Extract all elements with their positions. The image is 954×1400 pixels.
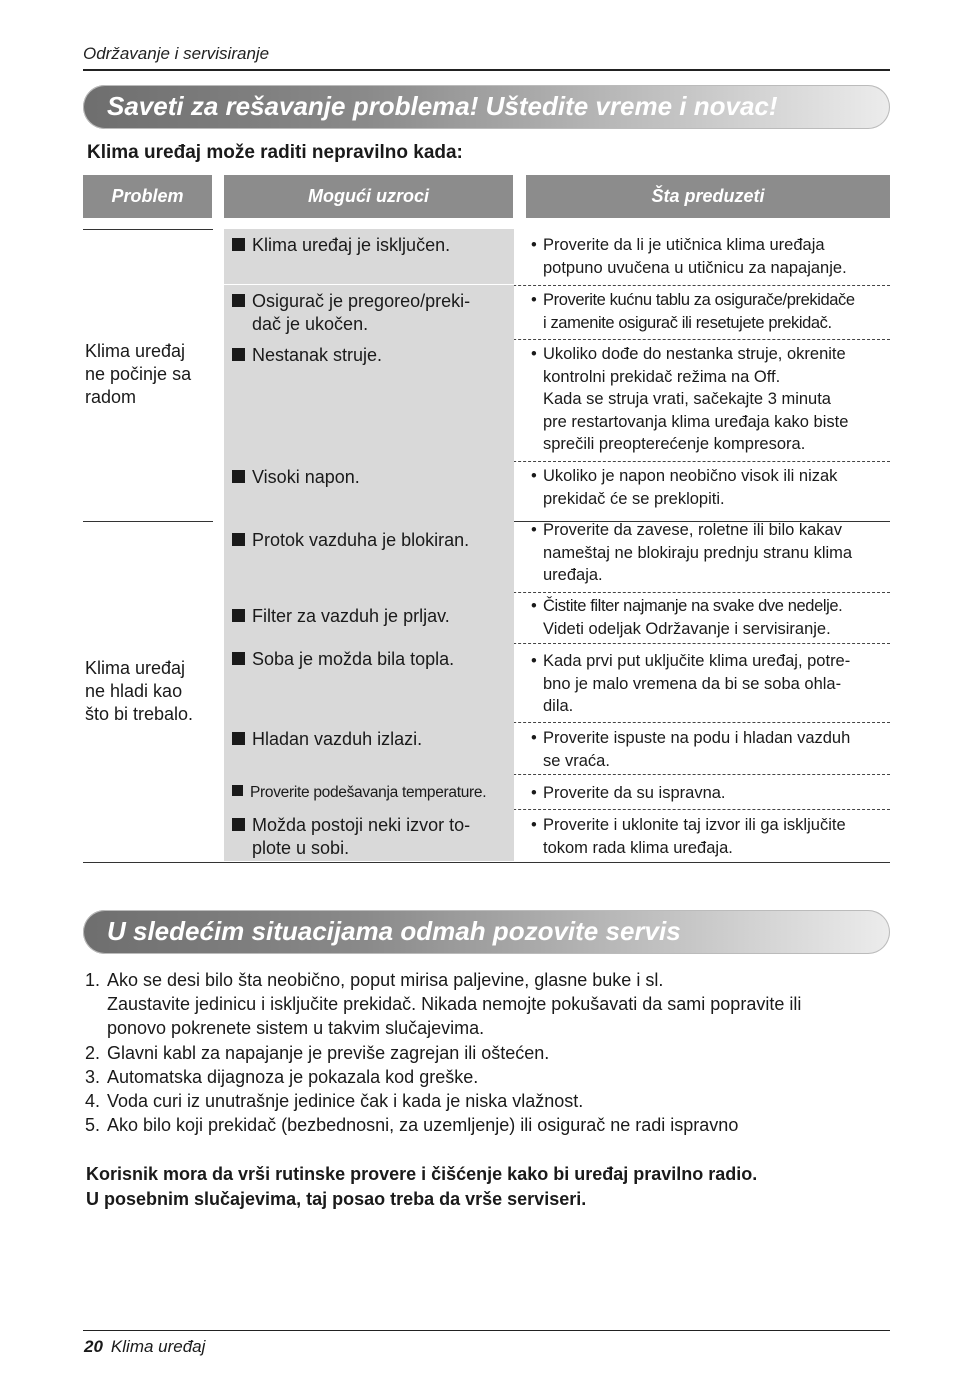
- action-line: Proverite da su ispravna.: [543, 784, 726, 802]
- problem-line: radom: [85, 387, 137, 407]
- cause-text: Filter za vazduh je prljav.: [252, 606, 450, 626]
- service-item-line: Ako bilo koji prekidač (bezbednosni, za uzemljenje) ili osigurač ne radi ispravno: [107, 1115, 739, 1136]
- service-item-number: 2.: [85, 1042, 101, 1063]
- note-line: Korisnik mora da vrši rutinske provere i čišćenje kako bi uređaj pravilno radio.: [86, 1164, 758, 1184]
- cause-text: dač je ukočen.: [252, 314, 369, 334]
- service-title: U sledećim situacijama odmah pozovite servis: [107, 916, 681, 946]
- table-intro: Klima uređaj može raditi nepravilno kada:: [87, 142, 463, 163]
- square-bullet-icon: [232, 238, 245, 251]
- service-item-line: Zaustavite jedinicu i isključite prekidač. Nikada nemojte pokušavati da sami popravite ili: [107, 994, 802, 1015]
- service-item-number: 4.: [85, 1091, 101, 1112]
- action-line: sprečili preopterećenje kompresora.: [543, 435, 806, 453]
- square-bullet-icon: [232, 294, 245, 307]
- action-line: Videti odeljak Održavanje i servisiranje.: [543, 619, 831, 638]
- cause-text: Visoki napon.: [252, 467, 360, 487]
- action-line: i zamenite osigurač ili resetujete prekidač.: [543, 313, 832, 332]
- square-bullet-icon: [232, 818, 245, 831]
- square-bullet-icon: [232, 609, 245, 622]
- action-cell: • Proverite da li je utičnica klima uređaja potpuno uvučena u utičnicu za napajanje.: [531, 234, 891, 279]
- square-bullet-icon: [232, 470, 245, 483]
- cause-cell: [224, 229, 514, 284]
- running-header: Održavanje i servisiranje: [83, 44, 270, 63]
- cause-text: Osigurač je pregoreo/preki-: [252, 291, 471, 311]
- action-line: Proverite i uklonite taj izvor ili ga isključite: [543, 816, 846, 834]
- action-line: Kada se struja vrati, sačekajte 3 minuta: [543, 390, 831, 408]
- service-item: [85, 1065, 895, 1089]
- problem-line: ne hladi kao: [85, 681, 183, 701]
- service-item-number: 3.: [85, 1066, 101, 1087]
- action-line: se vraća.: [543, 751, 610, 770]
- action-line: Čistite filter najmanje na svake dve nedelje.: [543, 597, 843, 615]
- action-line: dila.: [543, 697, 574, 715]
- column-header-problem: Problem: [83, 175, 212, 218]
- service-item: [85, 1089, 895, 1113]
- problem-no-start: [85, 340, 215, 409]
- service-item-number: 5.: [85, 1115, 101, 1136]
- cause-cell: [224, 643, 514, 722]
- service-item-line: Voda curi iz unutrašnje jedinice čak i kada je niska vlažnost.: [107, 1091, 584, 1112]
- page-number: 20: [84, 1337, 103, 1356]
- problem-line: što bi trebalo.: [85, 704, 194, 724]
- cause-text: Hladan vazduh izlazi.: [252, 729, 423, 749]
- service-item-line: ponovo pokrenete sistem u takvim slučajevima.: [107, 1018, 485, 1039]
- service-item: [85, 1041, 895, 1065]
- action-line: Proverite da zavese, roletne ili bilo kakav: [543, 521, 842, 539]
- action-line: Proverite ispuste na podu i hladan vazduh: [543, 729, 851, 747]
- service-item-line: Automatska dijagnoza je pokazala kod greške.: [107, 1066, 479, 1087]
- action-cell: • Proverite da zavese, roletne ili bilo kakav nameštaj ne blokiraju prednju stranu klima uređaja.: [531, 519, 891, 587]
- cause-cell: [224, 722, 514, 774]
- service-item-number: 1.: [85, 970, 101, 990]
- action-cell: • Kada prvi put uključite klima uređaj, potre- bno je malo vremena da bi se soba ohla- dila.: [531, 650, 891, 718]
- action-line: Proverite kućnu tablu za osigurače/prekidače: [543, 291, 855, 309]
- square-bullet-icon: [232, 732, 245, 745]
- table-rule: [83, 521, 213, 522]
- problem-line: Klima uređaj: [85, 341, 186, 361]
- troubleshooting-title: Saveti za rešavanje problema! Uštedite vreme i novac!: [107, 91, 778, 121]
- action-cell: • Proverite ispuste na podu i hladan vazduh se vraća.: [531, 727, 891, 772]
- action-line: prekidač će se preklopiti.: [543, 489, 725, 508]
- cause-text: Soba je možda bila topla.: [252, 649, 455, 669]
- action-line: uređaja.: [543, 566, 603, 584]
- cause-text: Nestanak struje.: [252, 345, 383, 365]
- table-rule: [83, 229, 213, 230]
- action-line: tokom rada klima uređaja.: [543, 838, 733, 857]
- service-item-line: Ako se desi bilo šta neobično, poput mirisa paljevine, glasne buke i sl.: [107, 970, 664, 990]
- page-footer: [84, 1337, 205, 1357]
- service-list: [85, 968, 895, 1137]
- cause-cell: [224, 285, 514, 339]
- action-cell: • Proverite kućnu tablu za osigurače/prekidače i zamenite osigurač ili resetujete prekidač.: [531, 289, 891, 334]
- cause-text: Proverite podešavanja temperature.: [250, 784, 487, 801]
- column-header-causes: Mogući uzroci: [224, 175, 513, 218]
- footer-rule: [83, 1330, 890, 1331]
- problem-line: ne počinje sa: [85, 364, 192, 384]
- action-cell: • Proverite da su ispravna.: [531, 782, 891, 805]
- action-line: nameštaj ne blokiraju prednju stranu klima: [543, 543, 853, 562]
- action-line: kontrolni prekidač režima na Off.: [543, 367, 781, 386]
- cause-text: Možda postoji neki izvor to-: [252, 815, 471, 835]
- square-bullet-icon: [232, 348, 245, 361]
- square-bullet-icon: [232, 533, 245, 546]
- action-line: bno je malo vremena da bi se soba ohla-: [543, 674, 842, 693]
- square-bullet-icon: [232, 785, 243, 796]
- header-rule: [83, 69, 890, 71]
- footer-title: Klima uređaj: [110, 1337, 206, 1356]
- action-cell: • Čistite filter najmanje na svake dve nedelje. Videti odeljak Održavanje i servisiranje.: [531, 595, 891, 640]
- action-line: Kada prvi put uključite klima uređaj, potre-: [543, 652, 851, 670]
- square-bullet-icon: [232, 652, 245, 665]
- service-item: [85, 1113, 895, 1137]
- action-line: Ukoliko dođe do nestanka struje, okrenite: [543, 345, 846, 363]
- action-line: Ukoliko je napon neobično visok ili nizak: [543, 467, 838, 485]
- cause-cell: [224, 592, 514, 643]
- note-line: U posebnim slučajevima, taj posao treba da vrše serviseri.: [86, 1188, 587, 1209]
- cause-text: Protok vazduha je blokiran.: [252, 530, 470, 550]
- cause-cell: [224, 521, 514, 592]
- troubleshooting-banner: [83, 85, 890, 129]
- cause-cell: [224, 339, 514, 461]
- service-item: [85, 968, 895, 1041]
- action-line: potpuno uvučena u utičnicu za napajanje.: [543, 258, 847, 277]
- column-header-actions: Šta preduzeti: [526, 175, 890, 218]
- cause-text: Klima uređaj je isključen.: [252, 235, 451, 255]
- action-cell: • Ukoliko dođe do nestanka struje, okrenite kontrolni prekidač režima na Off. Kada se struja vrati, sačekajte 3 minuta pre restartovanja klima uređaja kako biste sprečili preopterećenje kompresora.: [531, 343, 891, 456]
- service-banner: [83, 910, 890, 954]
- table-bottom-rule: [83, 862, 890, 863]
- cause-text: plote u sobi.: [252, 838, 350, 858]
- cause-cell: [224, 774, 514, 809]
- cause-cell: [224, 461, 514, 521]
- service-item-line: Glavni kabl za napajanje je previše zagrejan ili oštećen.: [107, 1042, 550, 1063]
- cause-cell: [224, 809, 514, 861]
- action-line: Proverite da li je utičnica klima uređaja: [543, 236, 825, 254]
- problem-poor-cooling: [85, 657, 215, 726]
- maintenance-note: [86, 1162, 757, 1211]
- problem-line: Klima uređaj: [85, 658, 186, 678]
- action-cell: • Proverite i uklonite taj izvor ili ga isključite tokom rada klima uređaja.: [531, 814, 891, 859]
- action-cell: • Ukoliko je napon neobično visok ili nizak prekidač će se preklopiti.: [531, 465, 891, 510]
- action-line: pre restartovanja klima uređaja kako biste: [543, 412, 849, 431]
